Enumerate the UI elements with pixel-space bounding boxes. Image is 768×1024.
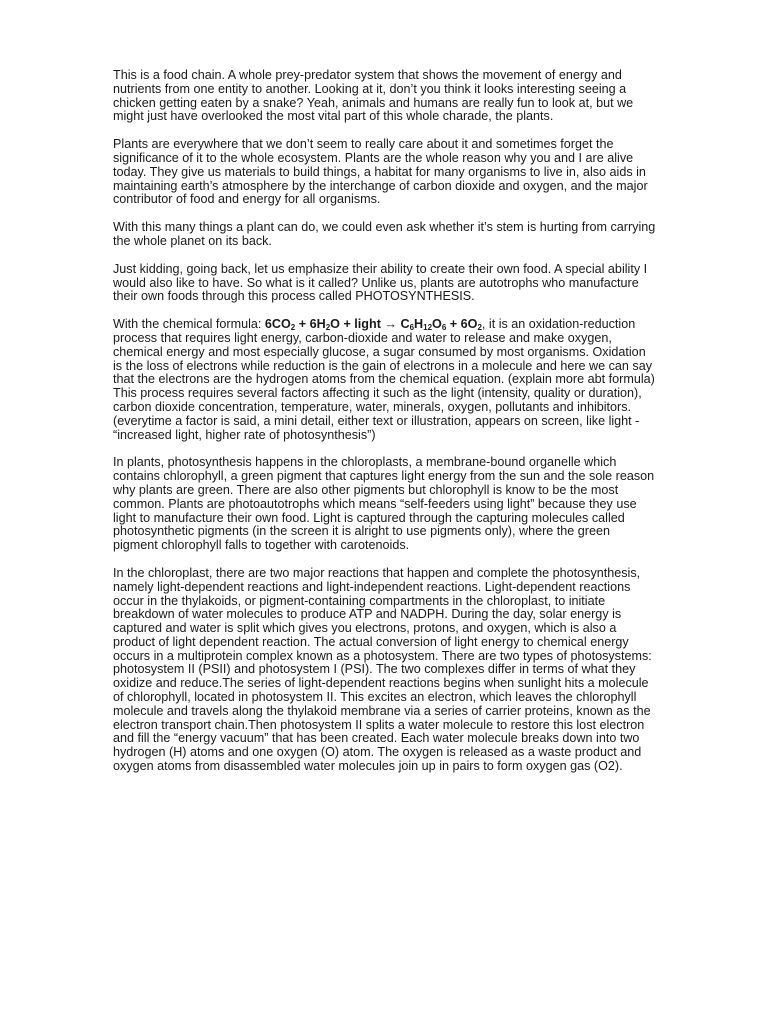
paragraph-food-chain: This is a food chain. A whole prey-predator system that shows the movement of energy and nutrients from one entity to another. Looking at it, don’t you think it looks interesting seeing a chicken getting eaten by a snake? Yeah, animals and humans are really fun to look at, but we might just have overlooked the most vital part of this whole charade, the plants. xyxy=(113,68,634,124)
paragraph-chloroplasts: In plants, photosynthesis happens in the chloroplasts, a membrane-bound organelle which contains chlorophyll, a green pigment that captures light energy from the sun and the sole reason why plants are green. There are also other pigments but chlorophyll is know to be the most common. Plants are photoautotrophs which means “self-feeders using light” because they use light to manufacture their own food. Light is captured through the capturing molecules called photosynthetic pigments (in the screen it is alright to use pigments only), where the green pigment chlorophyll falls to together with carotenoids. xyxy=(113,455,655,553)
formula-intro-text: With the chemical formula: xyxy=(113,317,265,332)
paragraph-light-reactions: In the chloroplast, there are two major reactions that happen and complete the photosynthesis, namely light-dependent reactions and light-independent reactions. Light-dependent reactions occur in the thylakoids, or pigment-containing compartments in the chloroplast, to initiate breakdown of water molecules to produce ATP and NADPH. During the day, solar energy is captured and water is split which gives you electrons, protons, and oxygen, which is also a product of light dependent reaction. The actual conversion of light energy to chemical energy occurs in a multiprotein complex known as a photosystem. There are two types of photosystems: photosystem II (PSII) and photosystem I (PSI). The two complexes differ in terms of what they oxidize and reduce.The series of light-dependent reactions begins when sunlight hits a molecule of chlorophyll, located in photosystem II. This excites an electron, which leaves the chlorophyll molecule and travels along the thylakoid membrane via a series of carrier proteins, known as the electron transport chain.Then photosystem II splits a water molecule to restore this lost electron and fill the “energy vacuum” that has been created. Each water molecule breaks down into two hydrogen (H) atoms and one oxygen (O) atom. The oxygen is released as a waste product and oxygen atoms from disassembled water molecules join up in pairs to form oxygen gas (O2). xyxy=(113,565,652,774)
chemical-formula: $6CO_2 + 6H_2O$ + light → $C_6H_{12}O_6 + 6O_2$ xyxy=(264,317,482,333)
paragraph-chemical-formula xyxy=(113,318,658,442)
paragraph-photosynthesis-intro: Just kidding, going back, let us emphasize their ability to create their own food. A special ability I would also like to have. So what is it called? Unlike us, plants are autotrophs who manufacture their own foods through this process called PHOTOSYNTHESIS. xyxy=(113,261,648,304)
document-page xyxy=(113,69,658,788)
paragraph-plants-everywhere: Plants are everywhere that we don’t seem to really care about it and sometimes forget the significance of it to the whole ecosystem. Plants are the whole reason why you and I are alive today. They give us materials to build things, a habitat for many organisms to live in, also aids in maintaining earth’s atmosphere by the interchange of carbon dioxide and oxygen, and the major contributor of food and energy for all organisms. xyxy=(113,137,648,207)
paragraph-plant-stem: With this many things a plant can do, we could even ask whether it’s stem is hurting from carrying the whole planet on its back. xyxy=(113,220,656,248)
formula-rest-text: , it is an oxidation-reduction process that requires light energy, carbon-dioxide and water to release and make oxygen, chemical energy and most especially glucose, a sugar consumed by most organisms. Oxidation is the loss of electrons while reduction is the gain of electrons in a molecule and here we can say that the electrons are the hydrogen atoms from the chemical equation. (explain more abt formula) This process requires several factors affecting it such as the light (intensity, quality or duration), carbon dioxide concentration, temperature, water, minerals, oxygen, pollutants and inhibitors. (everytime a factor is said, a mini detail, either text or illustration, appears on screen, like light - “increased light, higher rate of photosynthesis”) xyxy=(113,317,655,442)
